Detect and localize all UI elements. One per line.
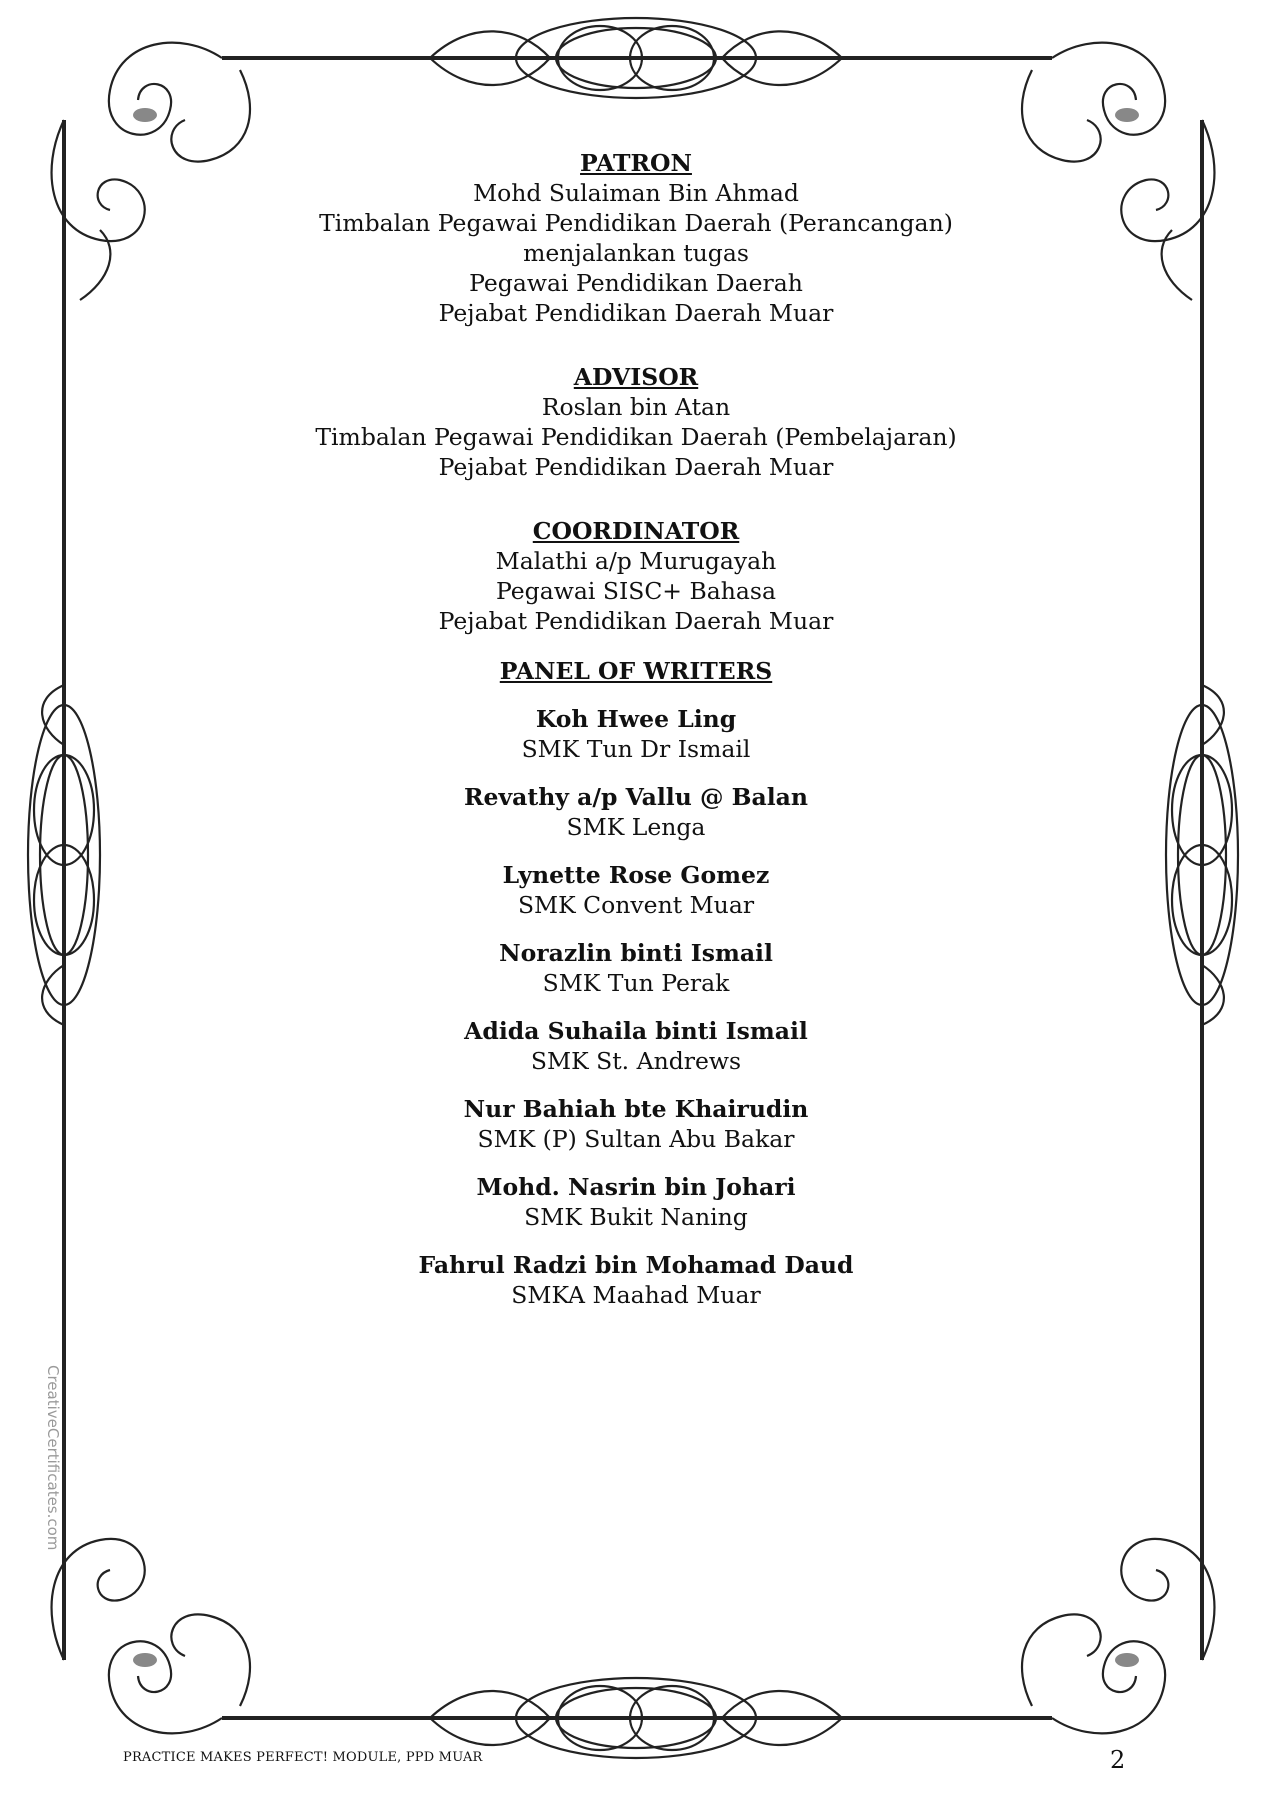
- writer-school: SMK St. Andrews: [530, 1047, 742, 1075]
- writer-entry: [300, 1016, 972, 1076]
- advisor-heading: ADVISOR: [573, 363, 699, 391]
- coordinator-heading: COORDINATOR: [532, 517, 740, 545]
- writers-heading: PANEL OF WRITERS: [499, 657, 773, 685]
- advisor-line: Roslan bin Atan: [541, 393, 731, 421]
- patron-line: Pegawai Pendidikan Daerah: [469, 269, 803, 297]
- footer-text: PRACTICE MAKES PERFECT! MODULE, PPD MUAR: [123, 1750, 483, 1765]
- writer-name: Lynette Rose Gomez: [502, 861, 770, 889]
- writer-name: Nur Bahiah bte Khairudin: [463, 1095, 809, 1123]
- writer-entry: [300, 704, 972, 764]
- writer-school: SMK Tun Perak: [542, 969, 730, 997]
- writer-entry: [300, 782, 972, 842]
- coordinator-section: [300, 516, 972, 636]
- writers-section: [300, 656, 972, 1310]
- writer-name: Koh Hwee Ling: [535, 705, 737, 733]
- advisor-section: [300, 362, 972, 482]
- coordinator-line: Malathi a/p Murugayah: [495, 547, 777, 575]
- writer-entry: [300, 1250, 972, 1310]
- patron-line: Pejabat Pendidikan Daerah Muar: [438, 299, 834, 327]
- credits-content: [300, 148, 972, 1310]
- writer-name: Mohd. Nasrin bin Johari: [476, 1173, 796, 1201]
- writer-entry: [300, 938, 972, 998]
- advisor-line: Timbalan Pegawai Pendidikan Daerah (Pembelajaran): [315, 423, 957, 451]
- writer-name: Fahrul Radzi bin Mohamad Daud: [418, 1251, 854, 1279]
- writer-name: Adida Suhaila binti Ismail: [464, 1017, 808, 1045]
- writer-name: Norazlin binti Ismail: [499, 939, 773, 967]
- writer-school: SMK Convent Muar: [517, 891, 755, 919]
- patron-line: Mohd Sulaiman Bin Ahmad: [473, 179, 799, 207]
- writer-entry: [300, 1172, 972, 1232]
- patron-heading: PATRON: [580, 149, 692, 177]
- writer-school: SMK Lenga: [566, 813, 706, 841]
- writer-school: SMK Bukit Naning: [524, 1203, 748, 1231]
- writer-entry: [300, 860, 972, 920]
- writer-name: Revathy a/p Vallu @ Balan: [464, 783, 808, 811]
- watermark-text: CreativeCertificates.com: [44, 1365, 62, 1551]
- coordinator-line: Pejabat Pendidikan Daerah Muar: [438, 607, 834, 635]
- patron-line: menjalankan tugas: [523, 239, 749, 267]
- writer-entry: [300, 1094, 972, 1154]
- patron-section: [300, 148, 972, 328]
- writer-school: SMKA Maahad Muar: [511, 1281, 761, 1309]
- patron-line: Timbalan Pegawai Pendidikan Daerah (Perancangan): [319, 209, 953, 237]
- advisor-line: Pejabat Pendidikan Daerah Muar: [438, 453, 834, 481]
- page-number: 2: [1110, 1746, 1126, 1774]
- writer-school: SMK (P) Sultan Abu Bakar: [477, 1125, 795, 1153]
- coordinator-line: Pegawai SISC+ Bahasa: [496, 577, 776, 605]
- writer-school: SMK Tun Dr Ismail: [521, 735, 751, 763]
